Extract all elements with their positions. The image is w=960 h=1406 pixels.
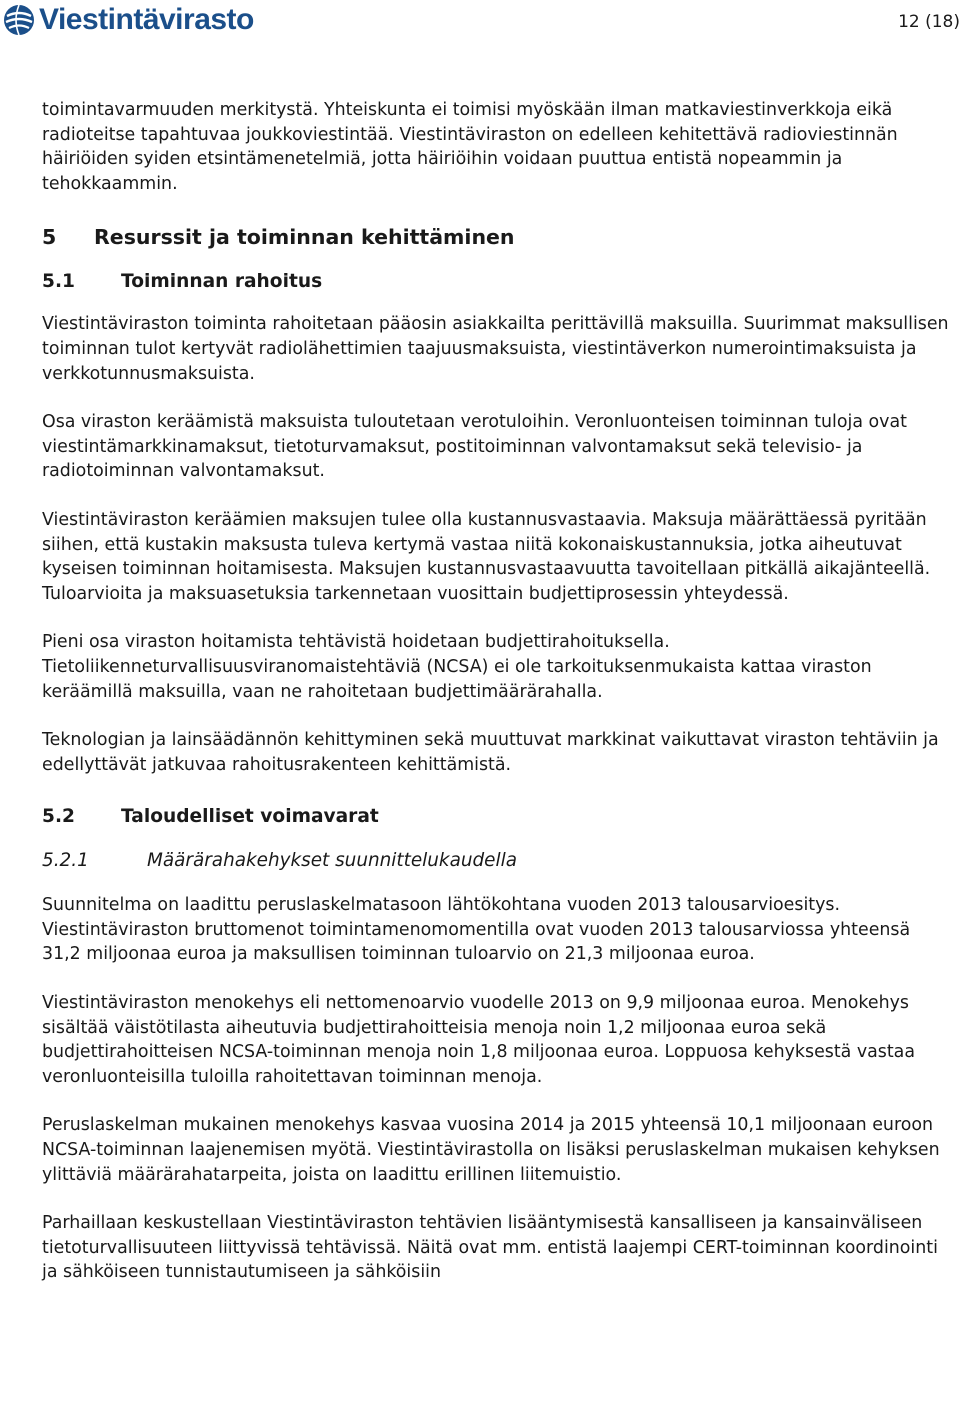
section-heading-5-2 bbox=[42, 803, 952, 831]
section-heading-5-1 bbox=[42, 268, 952, 296]
paragraph: Viestintäviraston keräämien maksujen tulee olla kustannusvastaavia. Maksuja määrättäessä pyritään siihen, että kustakin maksusta tuleva kertymä vastaa niitä kokonaiskustannuksia, jotka aiheutuvat kyseisen toiminnan hoitamisesta. Maksujen kustannusvastaavuutta tavoitellaan pitkällä aikajänteellä. Tuloarvioita ja maksuasetuksia tarkennetaan vuosittain budjettiprosessin yhteydessä. bbox=[42, 509, 931, 604]
intro-paragraph: toimintavarmuuden merkitystä. Yhteiskunta ei toimisi myöskään ilman matkaviestinverkkoja eikä radioteitse tapahtuvaa joukkoviestintää. Viestintäviraston on edelleen kehitettävä radioviestinnän häiriöiden syiden etsintämenetelmiä, jotta häiriöihin voidaan puuttua entistä nopeammin ja tehokkaammin. bbox=[42, 100, 898, 194]
section-title: Määrärahakehykset suunnittelukaudella bbox=[147, 850, 517, 872]
logo-text: Viestintävirasto bbox=[39, 3, 254, 36]
paragraph: Suunnitelma on laadittu peruslaskelmatasoon lähtökohtana vuoden 2013 talousarvioesitys. Viestintäviraston bruttomenot toimintamenomomentilla ovat vuoden 2013 talousarviossa yhteensä 31,2 miljoonaa euroa ja maksullisen toiminnan tuloarvio on 21,3 miljoonaa euroa. bbox=[42, 895, 911, 965]
section-title: Resurssit ja toiminnan kehittäminen bbox=[94, 225, 515, 250]
paragraph: Viestintäviraston toiminta rahoitetaan pääosin asiakkailta perittävillä maksuilla. Suurimmat maksullisen toiminnan tulot kertyvät radiolähettimien taajuusmaksuista, viestintäverkon numerointimaksuista ja verkkotunnusmaksuista. bbox=[42, 314, 949, 384]
section-number: 5.2.1 bbox=[42, 850, 89, 872]
section-title: Taloudelliset voimavarat bbox=[121, 806, 379, 828]
section-heading-5 bbox=[42, 222, 952, 252]
section-number: 5.2 bbox=[42, 806, 75, 828]
section-title: Toiminnan rahoitus bbox=[121, 271, 323, 293]
page-header bbox=[0, 0, 960, 60]
paragraph: Osa viraston keräämistä maksuista tuloutetaan verotuloihin. Veronluonteisen toiminnan tuloja ovat viestintämarkkinamaksut, tietoturvamaksut, postitoiminnan valvontamaksut sekä televisio- ja radiotoiminnan valvontamaksut. bbox=[42, 412, 907, 482]
paragraph: Pieni osa viraston hoitamista tehtävistä hoidetaan budjettirahoituksella. Tietoliikenneturvallisuusviranomaistehtäviä (NCSA) ei ole tarkoituksenmukaista kattaa viraston keräämillä maksuilla, vaan ne rahoitetaan budjettimäärärahalla. bbox=[42, 632, 872, 702]
page-number: 12 (18) bbox=[898, 12, 960, 32]
section-number: 5 bbox=[42, 225, 57, 250]
paragraph: Parhaillaan keskustellaan Viestintäviraston tehtävien lisääntymisestä kansalliseen ja kansainväliseen tietoturvallisuuteen liittyvissä tehtävissä. Näitä ovat mm. entistä laajempi CERT-toiminnan koordinointi ja sähköiseen tunnistautumiseen ja sähköisiin bbox=[42, 1213, 938, 1283]
section-number: 5.1 bbox=[42, 271, 75, 293]
section-heading-5-2-1 bbox=[42, 847, 952, 875]
paragraph: Teknologian ja lainsäädännön kehittyminen sekä muuttuvat markkinat vaikuttavat viraston tehtäviin ja edellyttävät jatkuvaa rahoitusrakenteen kehittämistä. bbox=[42, 730, 939, 775]
paragraph: Viestintäviraston menokehys eli nettomenoarvio vuodelle 2013 on 9,9 miljoonaa euroa. Menokehys sisältää väistötilasta aiheutuvia budjettirahoitteisia menoja noin 1,2 miljoonaa euroa sekä budjettirahoitteisen NCSA-toiminnan menoja noin 1,8 miljoonaa euroa. Loppuosa kehyksestä vastaa veronluonteisilla tuloilla rahoitettavan toiminnan menoja. bbox=[42, 993, 915, 1087]
paragraph: Peruslaskelman mukainen menokehys kasvaa vuosina 2014 ja 2015 yhteensä 10,1 miljoonaan euroon NCSA-toiminnan laajenemisen myötä. Viestintävirastolla on lisäksi peruslaskelman mukaisen kehyksen ylittäviä määrärahatarpeita, joista on laadittu erillinen liitemuistio. bbox=[42, 1115, 940, 1185]
document-body bbox=[42, 98, 952, 1285]
globe-logo-icon bbox=[3, 4, 35, 36]
logo bbox=[3, 2, 254, 38]
